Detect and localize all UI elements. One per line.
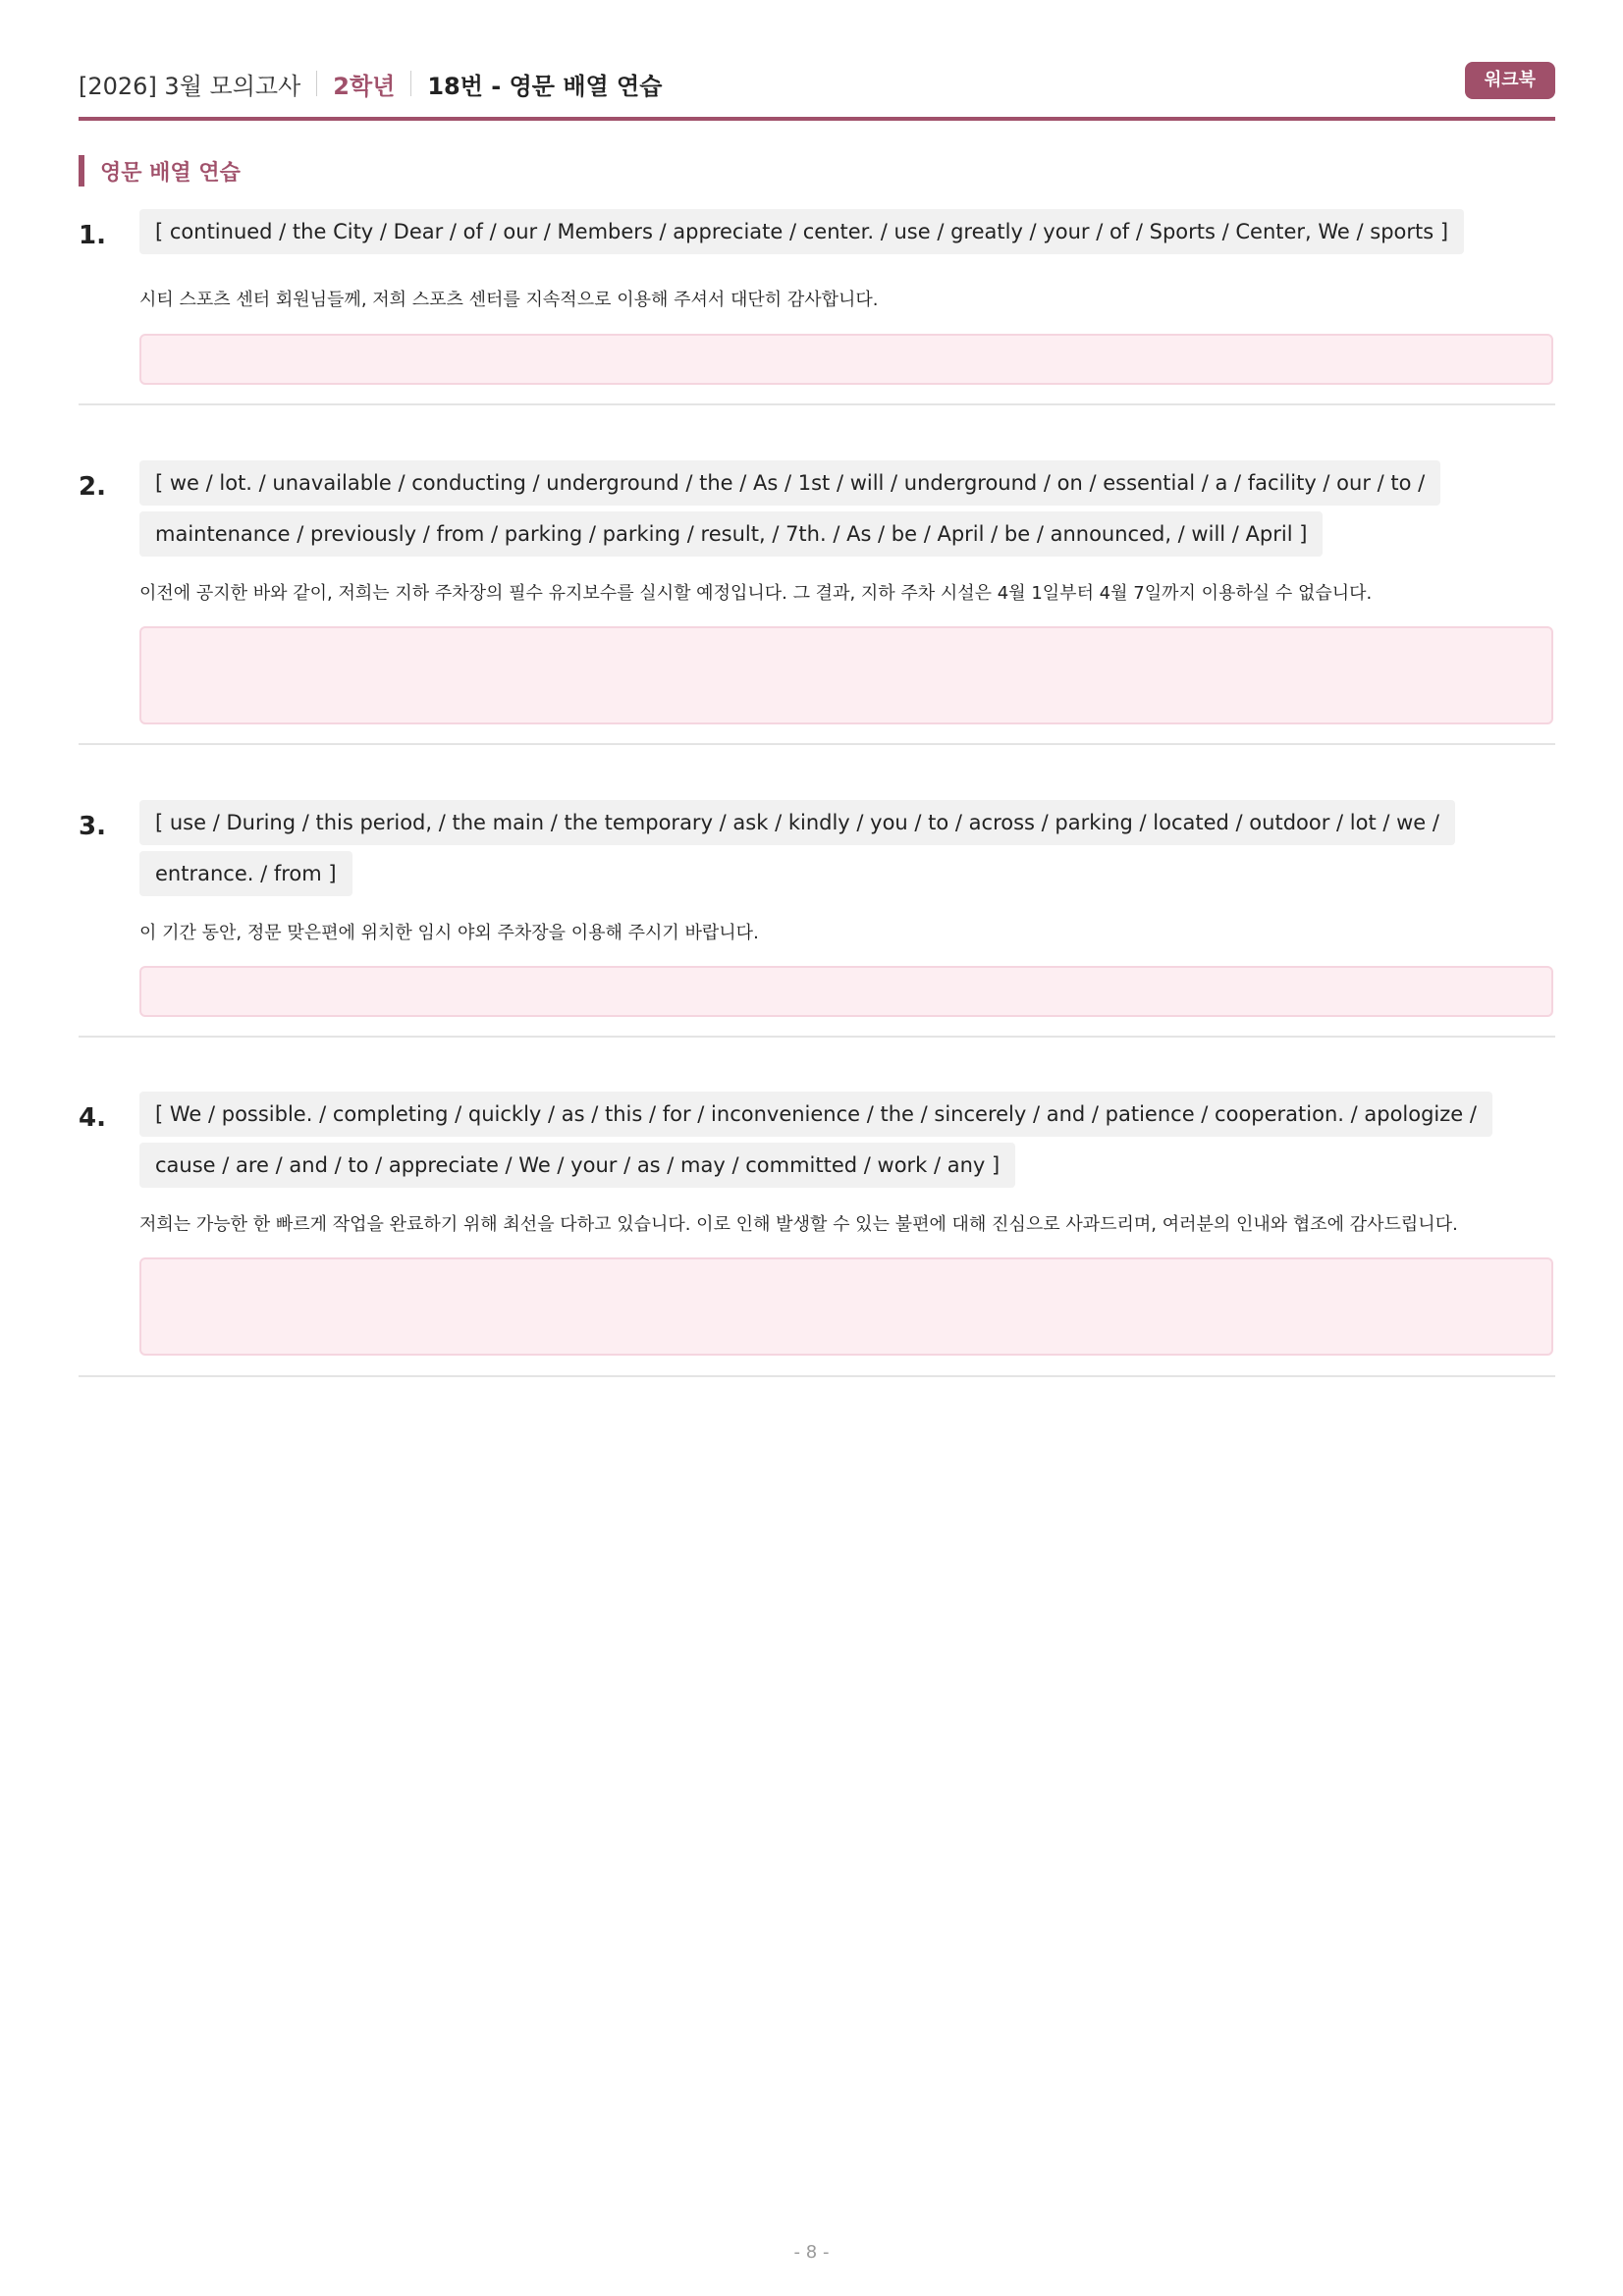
header-separator — [316, 71, 317, 96]
word-chunks — [139, 457, 1534, 560]
page-title: 18번 - 영문 배열 연습 — [427, 72, 663, 100]
word-chunks-text: [ use / During / this period, / the main / the temporary / ask / kindly / you / to / across / parking / located / outdoor / lot / we / entrance. / from ] — [139, 800, 1455, 896]
question-number: 4. — [79, 1103, 106, 1133]
korean-translation: 저희는 가능한 한 빠르게 작업을 완료하기 위해 최선을 다하고 있습니다. 이로 인해 발생할 수 있는 불편에 대해 진심으로 사과드리며, 여러분의 인내와 협조에 감사드립니다. — [139, 1214, 1458, 1235]
question-number: 3. — [79, 812, 106, 841]
answer-box[interactable] — [139, 334, 1553, 385]
answer-box[interactable] — [139, 966, 1553, 1017]
section-accent-bar — [79, 155, 84, 187]
word-chunks — [139, 206, 1534, 257]
word-chunks — [139, 1089, 1534, 1191]
word-chunks-text: [ we / lot. / unavailable / conducting / underground / the / As / 1st / will / underground / on / essential / a / facility / our / to / maintenance / previously / from / parking / parking / result, / 7th. / As / be / April / be / announced, / will / April ] — [139, 460, 1440, 557]
word-chunks — [139, 797, 1534, 899]
korean-translation: 시티 스포츠 센터 회원님들께, 저희 스포츠 센터를 지속적으로 이용해 주셔서 대단히 감사합니다. — [139, 290, 879, 310]
word-chunks-text: [ We / possible. / completing / quickly / as / this / for / inconvenience / the / sincerely / and / patience / cooperation. / apologize / cause / are / and / to / appreciate / We / your / as / may / committed / work / any ] — [139, 1092, 1492, 1188]
question-divider — [79, 1375, 1555, 1377]
section-heading — [79, 155, 241, 187]
header-rule — [79, 117, 1555, 121]
grade-label: 2학년 — [333, 72, 396, 100]
worksheet-page — [79, 0, 1555, 2296]
exam-name: [2026] 3월 모의고사 — [79, 72, 301, 100]
korean-translation: 이 기간 동안, 정문 맞은편에 위치한 임시 야외 주차장을 이용해 주시기 바랍니다. — [139, 923, 759, 943]
workbook-badge: 워크북 — [1465, 62, 1555, 99]
section-title: 영문 배열 연습 — [100, 160, 241, 186]
question-divider — [79, 403, 1555, 405]
answer-box[interactable] — [139, 1257, 1553, 1356]
word-chunks-text: [ continued / the City / Dear / of / our / Members / appreciate / center. / use / greatly / your / of / Sports / Center, We / sports ] — [139, 209, 1464, 254]
page-header — [79, 61, 1555, 106]
question-number: 2. — [79, 472, 106, 502]
answer-box[interactable] — [139, 626, 1553, 724]
korean-translation: 이전에 공지한 바와 같이, 저희는 지하 주차장의 필수 유지보수를 실시할 예정입니다. 그 결과, 지하 주차 시설은 4월 1일부터 4월 7일까지 이용하실 수 없습니다. — [139, 583, 1373, 604]
question-number: 1. — [79, 221, 106, 250]
question-divider — [79, 743, 1555, 745]
page-number: - 8 - — [793, 2242, 830, 2263]
question-divider — [79, 1036, 1555, 1038]
header-separator — [410, 71, 411, 96]
